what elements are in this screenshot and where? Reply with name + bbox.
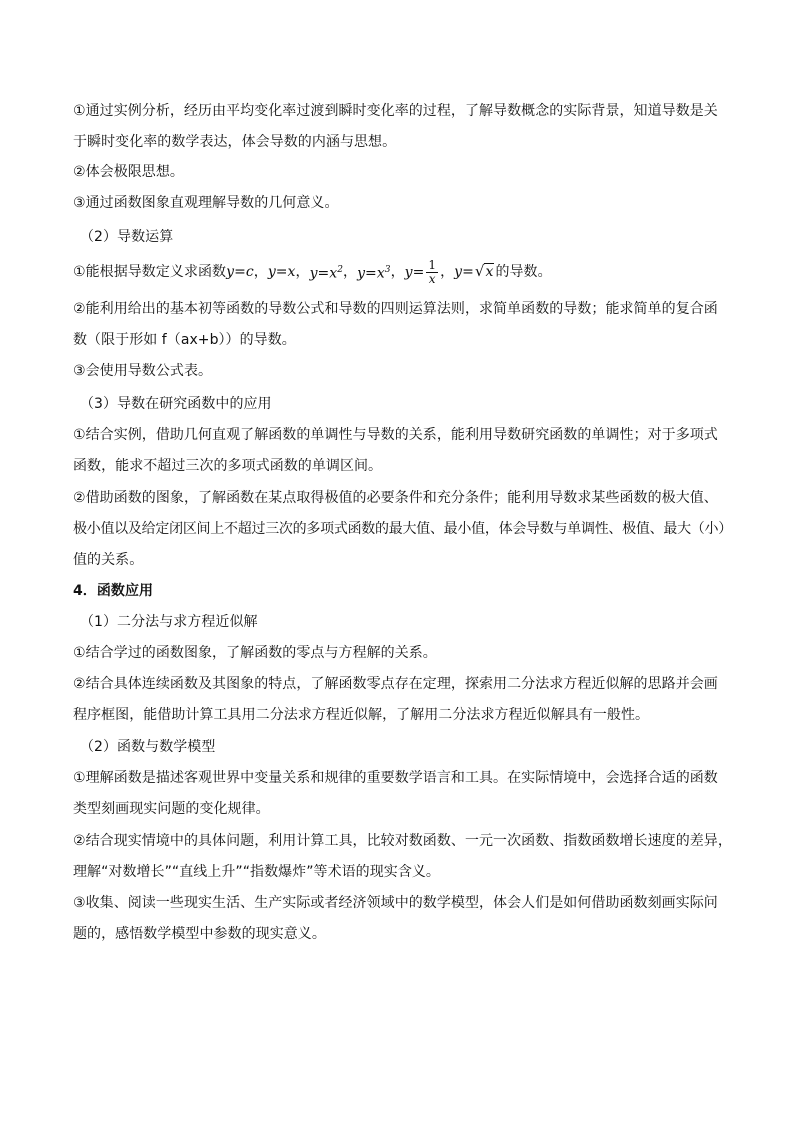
function-y-sqrt — [454, 262, 495, 282]
square-root — [475, 262, 495, 280]
s3-item1-line1: ①结合实例，借助几何直观了解函数的单调性与导数的关系，能利用导数研究函数的单调性；对于多项式 — [73, 427, 718, 443]
function-base: y= — [454, 264, 474, 280]
s4-sub1-item1: ①结合学过的函数图象，了解函数的零点与方程解的关系。 — [73, 645, 437, 661]
s2-item1-formula-line — [73, 255, 552, 289]
function-base: y=x — [309, 265, 338, 282]
s4-heading: 4．函数应用 — [73, 583, 154, 599]
s4-sub2-item3-line2: 题的，感悟数学模型中参数的现实意义。 — [73, 926, 326, 942]
separator: ， — [440, 264, 455, 280]
fraction-denominator: x — [428, 271, 436, 286]
s1-item2: ②体会极限思想。 — [73, 164, 184, 180]
function-base: y=x — [357, 265, 385, 282]
s4-sub2-item1-line2: 类型刻画现实问题的变化规律。 — [73, 801, 270, 817]
s4-sub1-item2-line2: 程序框图，能借助计算工具用二分法求方程近似解，了解用二分法求方程近似解具有一般性。 — [73, 707, 650, 723]
s2-item3: ③会使用导数公式表。 — [73, 363, 213, 379]
s3-item2-line3: 值的关系。 — [73, 552, 144, 568]
fraction — [426, 259, 438, 286]
function-base: y= — [404, 264, 425, 280]
s4-sub2-item3-line1: ③收集、阅读一些现实生活、生产实际或者经济领域中的数学模型，体会人们是如何借助函数刻画实际问 — [73, 895, 718, 911]
s2-item1-prefix: ①能根据导数定义求函数 — [73, 264, 227, 280]
s4-sub1-heading: （1）二分法与求方程近似解 — [80, 614, 258, 630]
s1-item1-line2: 于瞬时变化率的数学表达，体会导数的内涵与思想。 — [73, 134, 397, 150]
separator: ， — [295, 264, 310, 280]
s3-item1-line2: 函数，能求不超过三次的多项式函数的单调区间。 — [73, 458, 383, 474]
s3-item2-line1: ②借助函数的图象，了解函数在某点取得极值的必要条件和充分条件；能利用导数求某些函数的极大值、 — [73, 490, 718, 506]
s2-item2-line2: 数（限于形如 f（ax+b））的导数。 — [73, 332, 296, 348]
s2-item2-line1: ②能利用给出的基本初等函数的导数公式和导数的四则运算法则，求简单函数的导数；能求简单的复合函 — [73, 301, 718, 317]
fraction-numerator: 1 — [428, 257, 437, 272]
function-y-x-cubed — [357, 260, 390, 284]
s1-item3: ③通过函数图象直观理解导数的几何意义。 — [73, 195, 339, 211]
radicand: x — [485, 264, 494, 280]
separator: ， — [390, 264, 405, 280]
function-y-x: y=x — [267, 264, 296, 280]
s2-heading: （2）导数运算 — [80, 229, 174, 245]
s4-sub2-heading: （2）函数与数学模型 — [80, 739, 216, 755]
function-y-x-squared — [310, 260, 343, 284]
radical-sign-icon: √ — [474, 262, 485, 280]
exponent: 3 — [384, 265, 391, 276]
separator: ， — [343, 264, 358, 280]
separator: ， — [253, 264, 268, 280]
s3-item2-line2: 极小值以及给定闭区间上不超过三次的多项式函数的最大值、最小值，体会导数与单调性、极值、最大（小） — [73, 521, 732, 537]
function-y-c: y=c — [226, 264, 254, 280]
function-y-reciprocal — [405, 259, 440, 286]
exponent: 2 — [337, 265, 344, 276]
s4-sub1-item2-line1: ②结合具体连续函数及其图象的特点，了解函数零点存在定理，探索用二分法求方程近似解的思路并会画 — [73, 676, 718, 692]
s1-item1-line1: ①通过实例分析，经历由平均变化率过渡到瞬时变化率的过程，了解导数概念的实际背景，知道导数是关 — [73, 103, 718, 119]
s2-item1-suffix: 的导数。 — [495, 264, 552, 280]
s3-heading: （3）导数在研究函数中的应用 — [80, 396, 272, 412]
s4-sub2-item1-line1: ①理解函数是描述客观世界中变量关系和规律的重要数学语言和工具。在实际情境中，会选择合适的函数 — [73, 770, 718, 786]
s4-sub2-item2-line2: 理解“对数增长”“直线上升”“指数爆炸”等术语的现实含义。 — [73, 864, 440, 880]
s4-sub2-item2-line1: ②结合现实情境中的具体问题，利用计算工具，比较对数函数、一元一次函数、指数函数增长速度的差异， — [73, 833, 732, 849]
